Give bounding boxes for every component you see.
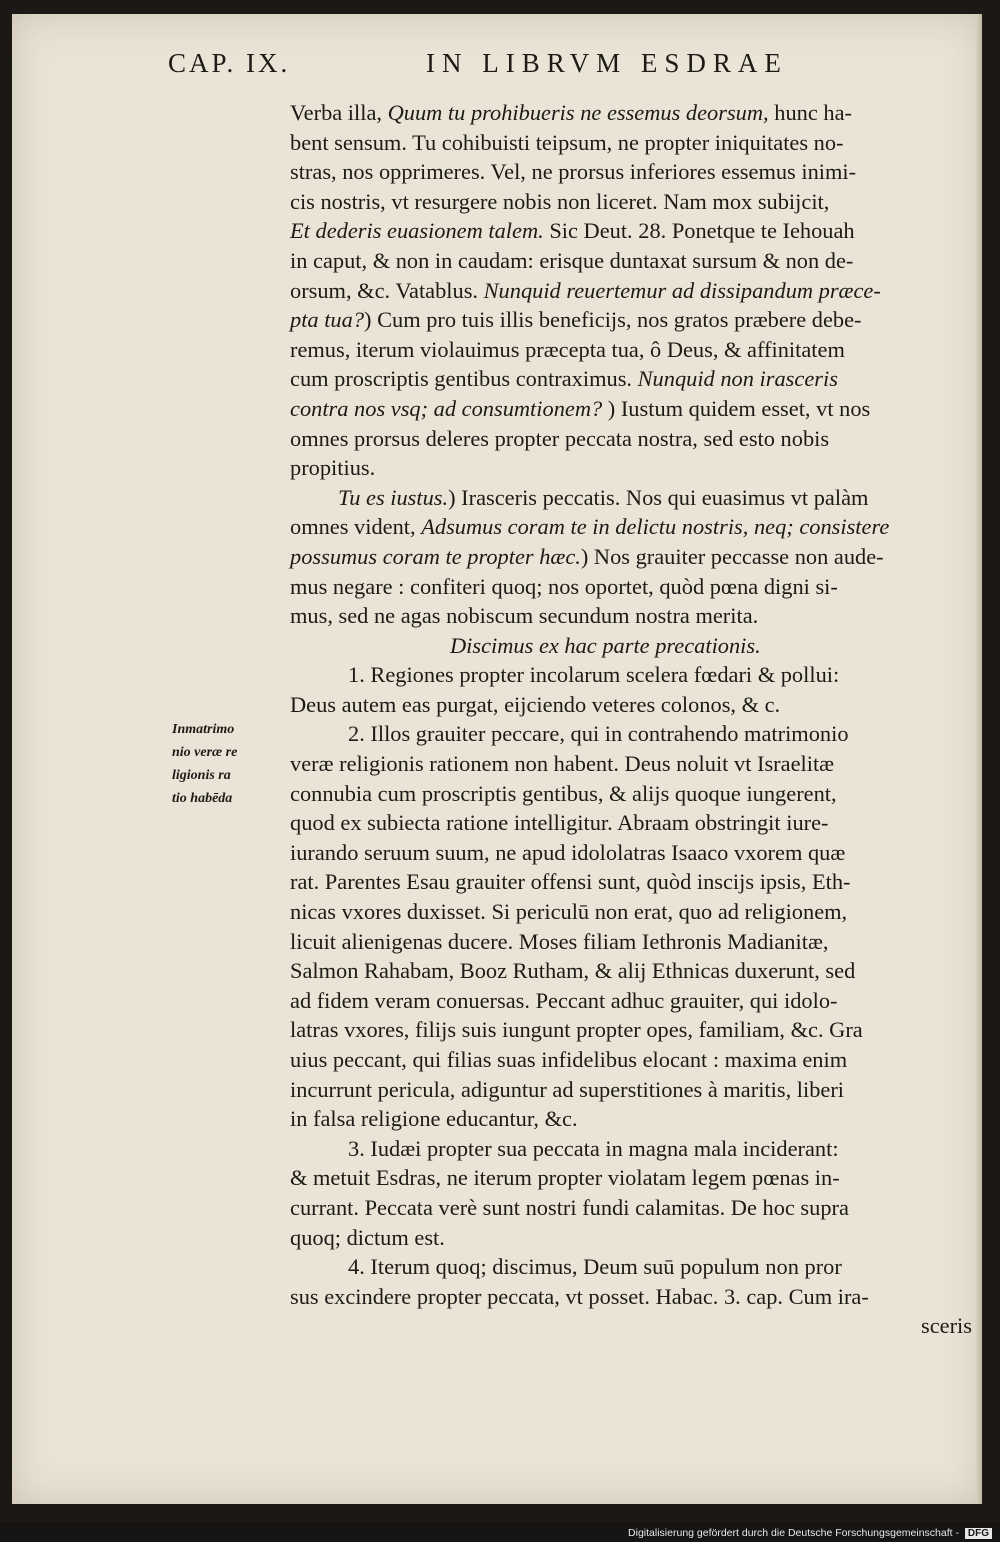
text-segment: incurrunt pericula, adiguntur ad superstitiones à maritis, liberi: [290, 1076, 845, 1102]
text-segment: latras vxores, filijs suis iungunt propter opes, familiam, &c. Gra: [290, 1017, 863, 1043]
body-text: [290, 98, 982, 1341]
text-segment: uius peccant, qui filias suas infidelibus elocant : maxima enim: [290, 1047, 848, 1072]
dfg-logo: DFG: [965, 1528, 992, 1539]
text-segment: Quum tu prohibueris ne essemus deorsum,: [387, 100, 769, 125]
text-segment: ) Irasceris peccatis. Nos qui euasimus vt palàm: [448, 484, 869, 510]
text-segment: rat. Parentes Esau grauiter offensi sunt, quòd inscijs ipsis, Eth-: [290, 869, 851, 895]
text-line: [290, 1045, 982, 1075]
text-line: [290, 986, 982, 1016]
text-segment: ) Iustum quidem esset, vt nos: [602, 395, 871, 421]
text-segment: Tu es iustus.: [338, 484, 449, 510]
text-line: [290, 453, 982, 483]
text-line: [290, 631, 982, 661]
text-line: [290, 157, 982, 187]
text-segment: hunc ha-: [768, 100, 852, 125]
text-segment: veræ religionis rationem non habent. Deus noluit vt Israelitæ: [290, 751, 835, 777]
text-line: [290, 1252, 982, 1282]
margin-note-line: ligionis ra: [172, 768, 231, 783]
text-segment: quoq; dictum est.: [290, 1224, 445, 1250]
text-line: [290, 512, 982, 542]
text-line: [290, 98, 982, 128]
margin-note-line: tio habēda: [172, 791, 233, 806]
text-line: [290, 364, 982, 394]
text-segment: pta tua?: [290, 307, 365, 333]
text-line: [290, 128, 982, 158]
text-segment: orsum, &c. Vatablus.: [290, 277, 484, 303]
text-line: [290, 779, 982, 809]
text-line: [290, 542, 982, 572]
text-line: [290, 1311, 982, 1341]
text-segment: 3. Iudæi propter sua peccata in magna mala inciderant:: [348, 1135, 839, 1161]
text-segment: in caput, & non in caudam: erisque duntaxat sursum & non de-: [290, 247, 854, 273]
margin-note-line: Inmatrimo: [172, 722, 235, 737]
margin-note: [172, 718, 292, 810]
text-line: [290, 719, 982, 749]
text-segment: & metuit Esdras, ne iterum propter violatam legem pœnas in-: [290, 1165, 840, 1191]
text-segment: remus, iterum violauimus præcepta tua, ô Deus, & affinitatem: [290, 336, 845, 362]
text-segment: connubia cum proscriptis gentibus, & alijs quoque iungerent,: [290, 780, 837, 806]
text-segment: bent sensum. Tu cohibuisti teipsum, ne propter iniquitates no-: [290, 129, 844, 155]
text-segment: contra nos vsq; ad consumtionem?: [290, 395, 603, 421]
text-segment: cis nostris, vt resurgere nobis non liceret. Nam mox subijcit,: [290, 188, 830, 214]
text-segment: ) Cum pro tuis illis beneficijs, nos gratos præbere debe-: [364, 307, 862, 333]
text-segment: Et dederis euasionem talem.: [290, 218, 544, 244]
text-segment: ) Nos grauiter peccasse non aude-: [580, 543, 884, 569]
chapter-label: CAP. IX.: [168, 48, 291, 78]
text-segment: ad fidem veram conuersas. Peccant adhuc grauiter, qui idolo-: [290, 987, 838, 1013]
text-segment: nicas vxores duxisset. Si periculū non erat, quo ad religionem,: [290, 899, 848, 925]
text-line: [290, 1223, 982, 1253]
text-line: [290, 276, 982, 306]
text-line: [290, 305, 982, 335]
running-header: [168, 48, 848, 88]
text-segment: Adsumus coram te in delictu nostris, neq; consistere: [421, 514, 890, 540]
text-segment: Nunquid non irasceris: [637, 366, 838, 392]
text-segment: cum proscriptis gentibus contraximus.: [290, 366, 638, 392]
text-segment: 1. Regiones propter incolarum scelera fœdari & pollui:: [348, 662, 840, 688]
text-line: [290, 335, 982, 365]
text-segment: Deus autem eas purgat, eijciendo veteres colonos, & c.: [290, 691, 781, 717]
text-line: [290, 394, 982, 424]
text-segment: Sic Deut. 28. Ponetque te Iehouah: [543, 218, 855, 244]
text-line: [290, 660, 982, 690]
text-line: [290, 956, 982, 986]
text-line: [290, 187, 982, 217]
text-line: [290, 897, 982, 927]
text-line: [290, 246, 982, 276]
text-segment: quod ex subiecta ratione intelligitur. Abraam obstringit iure-: [290, 810, 829, 836]
text-segment: sus excindere propter peccata, vt posset. Habac. 3. cap. Cum ira-: [290, 1283, 869, 1309]
text-segment: omnes vident,: [290, 514, 422, 540]
text-line: [290, 483, 982, 513]
text-segment: Salmon Rahabam, Booz Rutham, & alij Ethnicas duxerunt, sed: [290, 958, 856, 984]
text-segment: Verba illa,: [290, 100, 388, 125]
text-segment: in falsa religione educantur, &c.: [290, 1106, 578, 1132]
text-segment: 4. Iterum quoq; discimus, Deum suū populum non pror: [348, 1254, 842, 1280]
text-line: [290, 1134, 982, 1164]
text-line: [290, 1193, 982, 1223]
text-segment: mus, sed ne agas nobiscum secundum nostra merita.: [290, 603, 759, 629]
text-segment: Nunquid reuertemur ad dissipandum præce-: [483, 277, 881, 303]
text-line: [290, 601, 982, 631]
text-segment: stras, nos opprimeres. Vel, ne prorsus inferiores essemus inimi-: [290, 159, 857, 185]
text-line: [290, 1104, 982, 1134]
text-segment: sceris: [921, 1313, 972, 1339]
text-line: [290, 838, 982, 868]
text-line: [290, 1015, 982, 1045]
text-line: [290, 216, 982, 246]
running-title: IN LIBRVM ESDRAE: [426, 48, 788, 78]
text-line: [290, 1282, 982, 1312]
margin-note-line: nio veræ re: [172, 745, 238, 760]
text-line: [290, 808, 982, 838]
text-segment: 2. Illos grauiter peccare, qui in contrahendo matrimonio: [348, 721, 849, 747]
text-line: [290, 424, 982, 454]
text-line: [290, 572, 982, 602]
footer-text: Digitalisierung gefördert durch die Deutsche Forschungsgemeinschaft -: [628, 1527, 959, 1539]
text-line: [290, 1075, 982, 1105]
text-segment: possumus coram te propter hæc.: [290, 543, 581, 569]
text-segment: omnes prorsus deleres propter peccata nostra, sed esto nobis: [290, 425, 830, 451]
text-line: [290, 867, 982, 897]
text-segment: Discimus ex hac parte precationis.: [450, 632, 761, 658]
text-segment: iurando seruum suum, ne apud idololatras Isaaco vxorem quæ: [290, 839, 846, 865]
text-line: [290, 749, 982, 779]
text-segment: currant. Peccata verè sunt nostri fundi calamitas. De hoc supra: [290, 1194, 849, 1220]
text-line: [290, 690, 982, 720]
text-segment: licuit alienigenas ducere. Moses filiam Iethronis Madianitæ,: [290, 928, 829, 954]
text-line: [290, 1163, 982, 1193]
text-segment: mus negare : confiteri quoq; nos oportet, quòd pœna digni si-: [290, 573, 838, 599]
text-line: [290, 927, 982, 957]
text-segment: propitius.: [290, 455, 376, 481]
digitization-footer: [628, 1527, 992, 1541]
